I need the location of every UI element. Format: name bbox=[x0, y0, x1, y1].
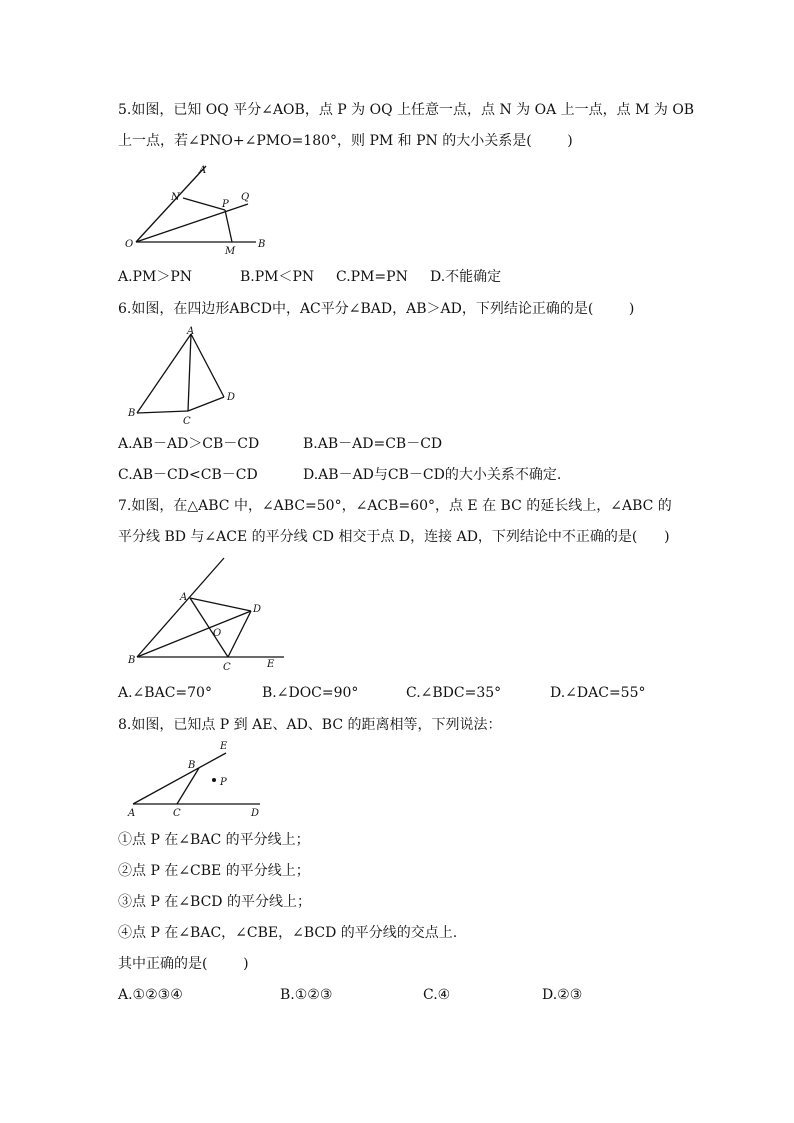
segment-bc bbox=[137, 411, 188, 413]
ray-ae bbox=[133, 753, 226, 804]
q7-option-d[interactable]: D.∠DAC=55° bbox=[550, 685, 646, 701]
q8-option-c[interactable]: C.④ bbox=[423, 987, 451, 1003]
q8-statement-4: ④点 P 在∠BAC，∠CBE，∠BCD 的平分线的交点上. bbox=[118, 925, 458, 941]
q8-option-b[interactable]: B.①②③ bbox=[280, 987, 333, 1003]
segment-ab bbox=[137, 334, 191, 413]
q5-figure bbox=[115, 158, 295, 258]
q6-figure bbox=[120, 324, 250, 428]
q8-prompt: 其中正确的是( ) bbox=[118, 956, 249, 972]
label-q: Q bbox=[241, 192, 250, 203]
label-a: A bbox=[180, 592, 188, 603]
q8-text-line-1: 8.如图，已知点 P 到 AE、AD、BC 的距离相等，下列说法： bbox=[118, 717, 502, 733]
q5-option-a[interactable]: A.PM＞PN bbox=[118, 269, 192, 285]
q6-option-c[interactable]: C.AB－CD<CB－CD bbox=[118, 467, 258, 483]
label-c: C bbox=[173, 808, 181, 819]
q7-option-c[interactable]: C.∠BDC=35° bbox=[406, 685, 502, 701]
q5-text-line-1: 5.如图，已知 OQ 平分∠AOB，点 P 为 OQ 上任意一点，点 N 为 OA 上一点，点 M 为 OB bbox=[118, 102, 695, 118]
label-b: B bbox=[188, 760, 196, 771]
segment-cd bbox=[188, 397, 224, 411]
segment-pn bbox=[183, 198, 225, 210]
point-p bbox=[212, 778, 216, 782]
q7-text-line-1: 7.如图，在△ABC 中，∠ABC=50°，∠ACB=60°，点 E 在 BC 的延长线上，∠ABC 的 bbox=[118, 498, 672, 514]
label-o: O bbox=[125, 239, 134, 250]
label-b: B bbox=[258, 239, 266, 250]
q6-option-a[interactable]: A.AB－AD＞CB－CD bbox=[118, 436, 260, 452]
segment-cd bbox=[228, 611, 251, 657]
q8-statement-1: ①点 P 在∠BAC 的平分线上； bbox=[118, 832, 310, 848]
q5-option-b[interactable]: B.PM＜PN bbox=[240, 269, 315, 285]
q5-option-c[interactable]: C.PM=PN bbox=[336, 269, 408, 285]
segment-pm bbox=[225, 210, 232, 242]
label-o: O bbox=[213, 628, 222, 639]
segment-ad bbox=[191, 334, 224, 397]
label-d: D bbox=[253, 604, 262, 615]
label-b: B bbox=[128, 408, 136, 419]
label-a: A bbox=[187, 326, 195, 337]
q7-figure bbox=[120, 556, 300, 676]
q7-option-b[interactable]: B.∠DOC=90° bbox=[262, 685, 359, 701]
q8-figure bbox=[120, 738, 270, 824]
label-b: B bbox=[128, 655, 136, 666]
q7-text-line-2: 平分线 BD 与∠ACE 的平分线 CD 相交于点 D，连接 AD，下列结论中不正确的是( ) bbox=[118, 529, 670, 545]
label-d: D bbox=[227, 392, 236, 403]
q6-option-b[interactable]: B.AB－AD=CB－CD bbox=[303, 436, 443, 452]
q6-text-line-1: 6.如图，在四边形ABCD中，AC平分∠BAD，AB＞AD，下列结论正确的是( ) bbox=[118, 301, 635, 317]
q8-statement-2: ②点 P 在∠CBE 的平分线上； bbox=[118, 863, 310, 879]
q8-option-d[interactable]: D.②③ bbox=[542, 987, 583, 1003]
label-n: N bbox=[171, 192, 180, 203]
label-c: C bbox=[183, 416, 191, 427]
q5-option-d[interactable]: D.不能确定 bbox=[430, 269, 502, 285]
segment-ad bbox=[190, 598, 251, 611]
label-m: M bbox=[225, 246, 236, 257]
q7-option-a[interactable]: A.∠BAC=70° bbox=[118, 685, 212, 701]
line-ba-extended bbox=[137, 558, 224, 657]
segment-ac bbox=[188, 334, 191, 411]
q8-statement-3: ③点 P 在∠BCD 的平分线上； bbox=[118, 894, 311, 910]
label-c: C bbox=[223, 662, 231, 673]
label-p: P bbox=[222, 199, 229, 210]
label-e: E bbox=[267, 659, 275, 670]
label-p: P bbox=[220, 777, 227, 788]
q8-option-a[interactable]: A.①②③④ bbox=[118, 987, 183, 1003]
q5-text-line-2: 上一点，若∠PNO+∠PMO=180°，则 PM 和 PN 的大小关系是( ) bbox=[118, 133, 573, 149]
segment-bd bbox=[137, 611, 251, 657]
label-d: D bbox=[251, 808, 260, 819]
label-e: E bbox=[220, 741, 228, 752]
q6-option-d[interactable]: D.AB－AD与CB－CD的大小关系不确定. bbox=[303, 467, 562, 483]
label-a: A bbox=[199, 165, 207, 176]
label-a: A bbox=[128, 808, 136, 819]
